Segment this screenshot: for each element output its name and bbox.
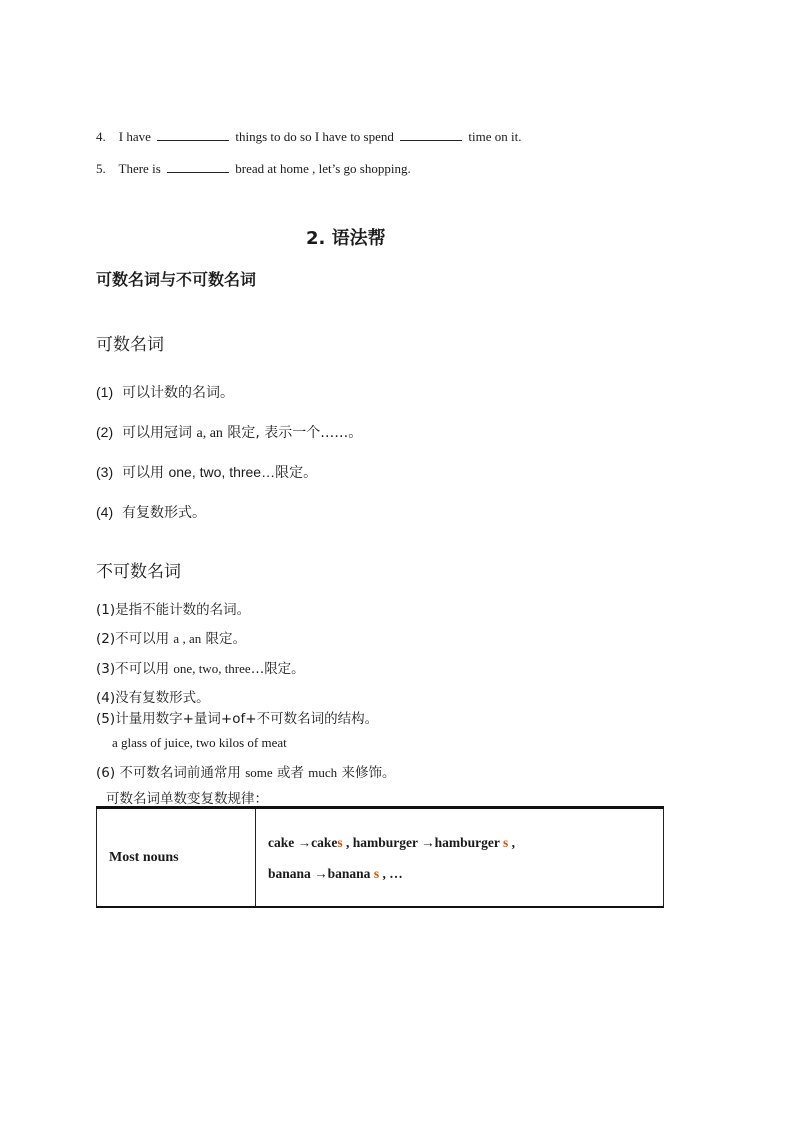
uncountable-item-1: (1)是指不能计数的名词。: [96, 602, 251, 618]
plural-suffix: s: [373, 865, 380, 881]
uncountable-item-4: (4)没有复数形式。: [96, 690, 210, 706]
exercise-4: [96, 128, 521, 145]
exercise-text: I have: [118, 129, 151, 144]
countable-item-1: (1) 可以计数的名词。: [96, 384, 235, 401]
example-line-1: cake →cakes , hamburger →hamburger s ,: [268, 834, 516, 850]
plural-suffix: s: [337, 834, 343, 850]
plural-rule-table: [96, 806, 664, 908]
exercise-text: things to do so I have to spend: [235, 129, 394, 144]
exercise-5: [96, 160, 411, 177]
plural-rule-heading: 可数名词单数变复数规律：: [106, 791, 268, 807]
section-title: 2. 语法帮: [306, 228, 386, 249]
uncountable-heading: 不可数名词: [96, 562, 181, 582]
table-cell-category: Most nouns: [97, 808, 256, 908]
countable-heading: 可数名词: [96, 335, 164, 355]
example-line-2: banana →banana s , …: [268, 865, 403, 881]
uncountable-item-6: (6) 不可数名词前通常用 some 或者 much 来修饰。: [96, 765, 396, 781]
exercise-number: 5.: [96, 161, 106, 176]
answer-blank[interactable]: [400, 128, 462, 141]
exercise-text: time on it.: [468, 129, 522, 144]
exercise-number: 4.: [96, 129, 106, 144]
answer-blank[interactable]: [157, 128, 229, 141]
section-subtitle: 可数名词与不可数名词: [96, 270, 257, 289]
exercise-text: There is: [118, 161, 161, 176]
countable-item-2: (2) 可以用冠词 a, an 限定, 表示一个……。: [96, 424, 363, 441]
uncountable-item-5: (5)计量用数字+量词+of+不可数名词的结构。: [96, 711, 379, 727]
uncountable-item-3: (3)不可以用 one, two, three…限定。: [96, 661, 305, 677]
uncountable-item-2: (2)不可以用 a , an 限定。: [96, 631, 247, 647]
table-row: [97, 808, 664, 908]
uncountable-example: a glass of juice, two kilos of meat: [112, 735, 287, 750]
countable-item-3: (3) 可以用 one, two, three…限定。: [96, 464, 318, 481]
plural-suffix: s: [503, 834, 509, 850]
table-cell-examples: [256, 808, 664, 908]
countable-item-4: (4) 有复数形式。: [96, 504, 207, 521]
exercise-text: bread at home , let’s go shopping.: [235, 161, 411, 176]
answer-blank[interactable]: [167, 160, 229, 173]
